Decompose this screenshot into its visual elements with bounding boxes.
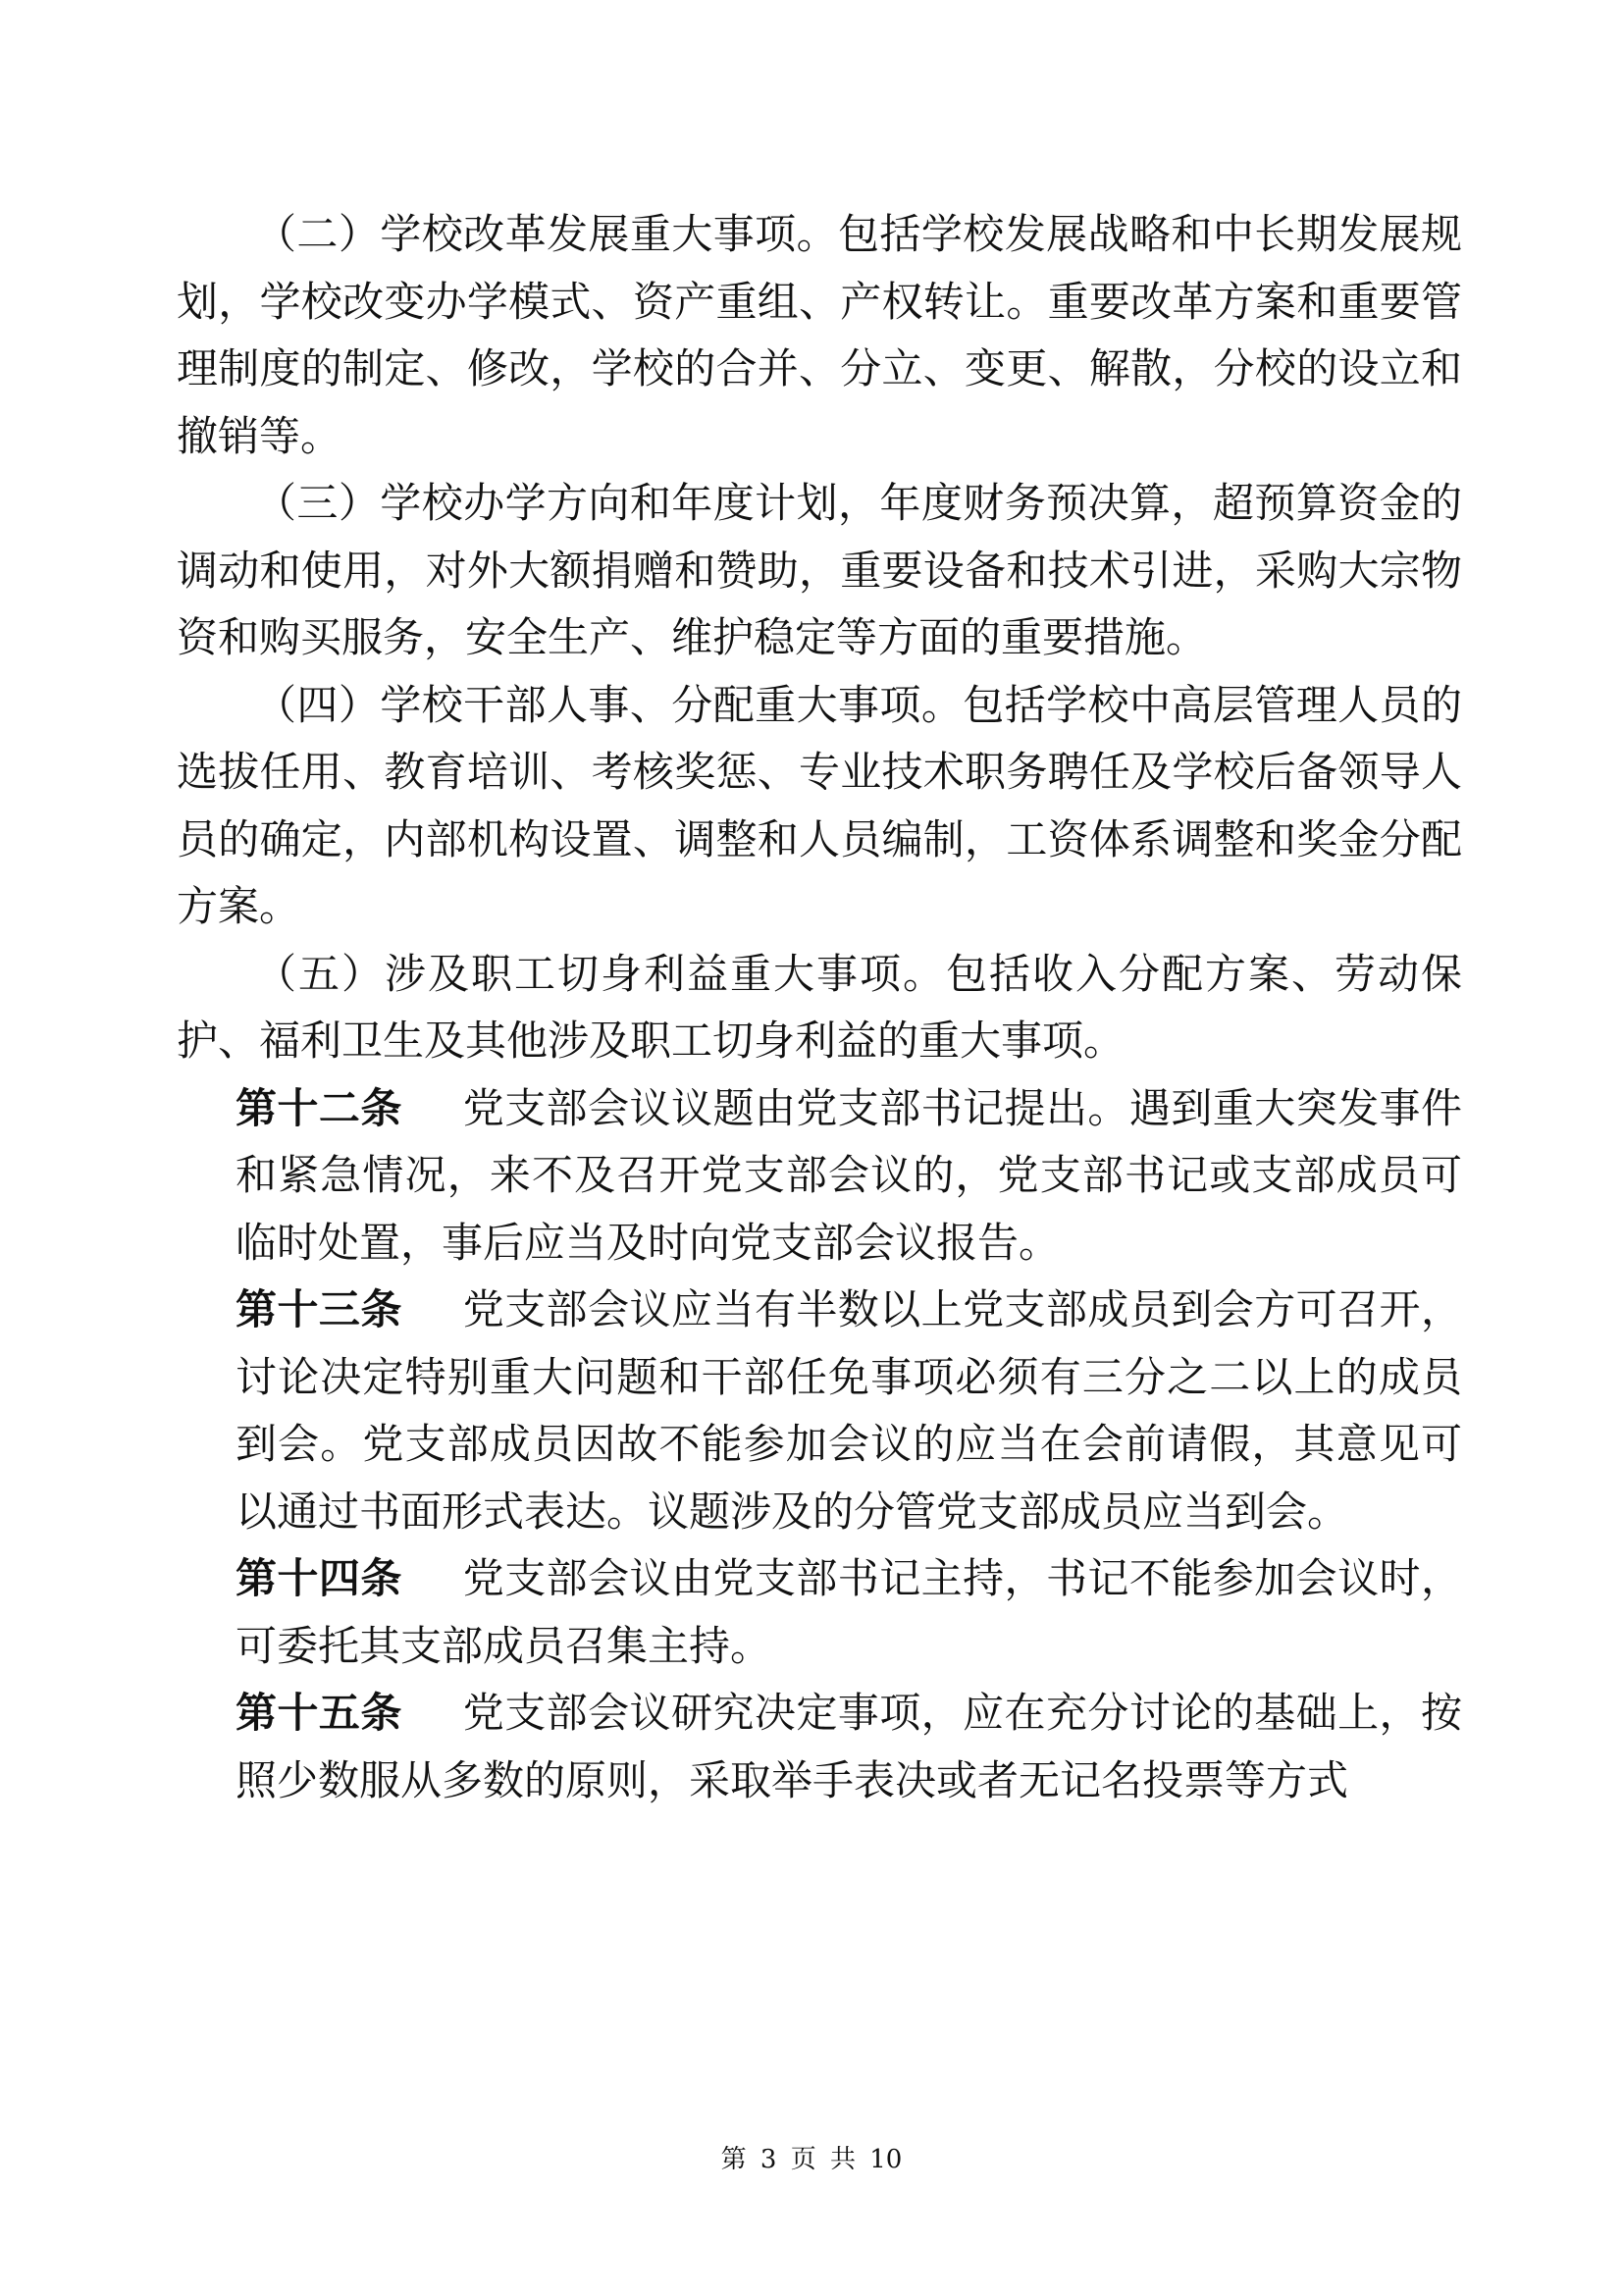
article-label: 第十二条: [236, 1083, 402, 1132]
article-label: 第十四条: [236, 1554, 402, 1602]
article-15: [177, 1680, 1462, 1814]
page-number-footer: 第 3 页 共 10: [720, 2145, 903, 2174]
paragraph-item-3: （三）学校办学方向和年度计划，年度财务预决算，超预算资金的调动和使用，对外大额捐赠和赞助，重要设备和技术引进，采购大宗物资和购买服务，安全生产、维护稳定等方面的重要措施。: [177, 479, 1462, 661]
article-label: 第十五条: [236, 1689, 402, 1737]
article-14: [177, 1545, 1462, 1680]
article-label: 第十三条: [236, 1285, 402, 1333]
article-text: 党支部会议应当有半数以上党支部成员到会方可召开，讨论决定特别重大问题和干部任免事项必须有三分之二以上的成员到会。党支部成员因故不能参加会议的应当在会前请假，其意见可以通过书面形式表达。议题涉及的分管党支部成员应当到会。: [236, 1285, 1462, 1536]
paragraph-item-5: （五）涉及职工切身利益重大事项。包括收入分配方案、劳动保护、福利卫生及其他涉及职工切身利益的重大事项。: [177, 949, 1462, 1065]
article-text: 党支部会议议题由党支部书记提出。遇到重大突发事件和紧急情况，来不及召开党支部会议的，党支部书记或支部成员可临时处置，事后应当及时向党支部会议报告。: [236, 1083, 1462, 1267]
paragraph-item-4: （四）学校干部人事、分配重大事项。包括学校中高层管理人员的选拔任用、教育培训、考核奖惩、专业技术职务聘任及学校后备领导人员的确定，内部机构设置、调整和人员编制，工资体系调整和奖金分配方案。: [177, 680, 1462, 930]
article-text: 党支部会议研究决定事项，应在充分讨论的基础上，按照少数服从多数的原则，采取举手表决或者无记名投票等方式: [236, 1689, 1462, 1804]
article-13: [177, 1277, 1462, 1545]
document-body: [177, 201, 1462, 1814]
article-text: 党支部会议由党支部书记主持，书记不能参加会议时，可委托其支部成员召集主持。: [236, 1554, 1462, 1670]
article-12: [177, 1075, 1462, 1278]
paragraph-item-2: （二）学校改革发展重大事项。包括学校发展战略和中长期发展规划，学校改变办学模式、资产重组、产权转让。重要改革方案和重要管理制度的制定、修改，学校的合并、分立、变更、解散，分校的设立和撤销等。: [177, 210, 1462, 460]
